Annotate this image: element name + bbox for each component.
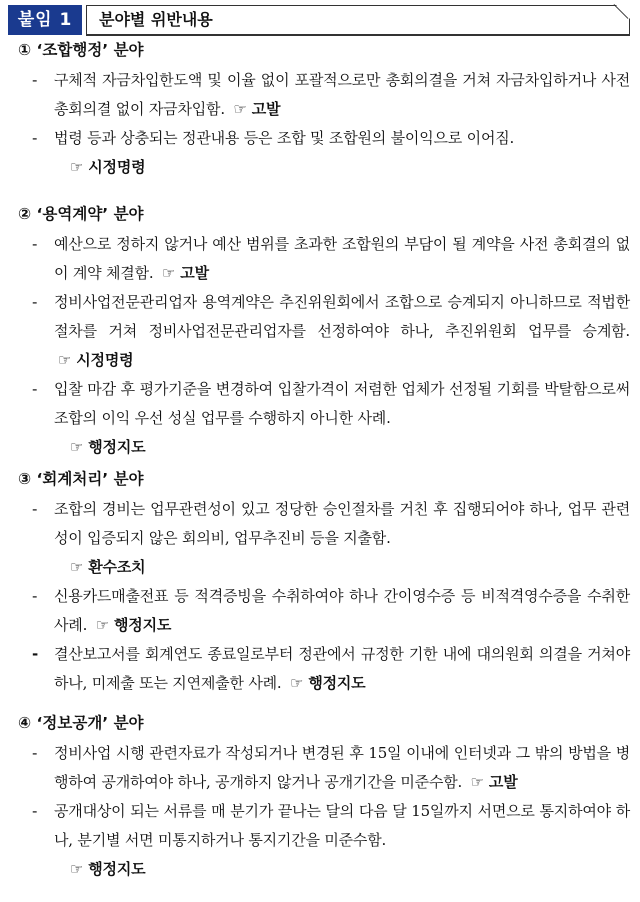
item-text: 입찰 마감 후 평가기준을 변경하여 입찰가격이 저렴한 업체가 선정될 기회를 박탈함으로써 조합의 이익 우선 성실 업무를 수행하지 아니한 사례. (54, 380, 630, 427)
list-item (18, 495, 630, 582)
item-text: 조합의 경비는 업무관련성이 있고 정당한 승인절차를 거친 후 집행되어야 하나, 업무 관련성이 입증되지 않은 회의비, 업무추진비 등을 지출함. (54, 500, 630, 547)
section-information-disclosure (18, 711, 630, 884)
action-label (54, 855, 630, 884)
action-label (54, 433, 630, 462)
action-label (92, 616, 171, 634)
action-text: 행정지도 (88, 860, 146, 878)
action-label (54, 153, 630, 182)
list-item (18, 797, 630, 884)
section-service-contract (18, 202, 630, 462)
dash-bullet: - (32, 293, 38, 311)
dash-bullet: - (32, 802, 38, 820)
pointing-hand-icon: ☞ (233, 100, 247, 118)
dash-bullet: - (32, 129, 38, 147)
action-text: 환수조치 (88, 558, 146, 576)
list-item (18, 230, 630, 288)
list-item (18, 66, 630, 124)
action-label (229, 100, 280, 118)
action-text: 고발 (251, 100, 281, 118)
attachment-tag: 붙임 1 (8, 5, 82, 35)
item-text: 법령 등과 상충되는 정관내용 등은 조합 및 조합원의 불이익으로 이어짐. (54, 129, 515, 147)
dash-bullet: - (32, 645, 39, 663)
pointing-hand-icon: ☞ (162, 264, 176, 282)
section-title: ③ ‘회계처리’ 분야 (18, 470, 144, 488)
action-text: 고발 (180, 264, 209, 282)
action-label (286, 674, 365, 692)
list-item (18, 640, 630, 698)
action-label (467, 773, 518, 791)
list-item (18, 124, 630, 182)
dash-bullet: - (32, 587, 38, 605)
list-item (18, 582, 630, 640)
dash-bullet: - (32, 235, 38, 253)
pointing-hand-icon: ☞ (58, 351, 72, 369)
dash-bullet: - (32, 71, 38, 89)
pointing-hand-icon: ☞ (470, 773, 484, 791)
section-title: ① ‘조합행정’ 분야 (18, 41, 144, 59)
dash-bullet: - (32, 744, 38, 762)
item-text: 예산으로 정하지 않거나 예산 범위를 초과한 조합원의 부담이 될 계약을 사전 총회결의 없이 계약 체결함. (54, 235, 630, 282)
action-text: 시정명령 (88, 158, 146, 176)
list-item (18, 375, 630, 462)
pointing-hand-icon: ☞ (70, 558, 84, 576)
action-text: 행정지도 (113, 616, 172, 634)
attachment-header (8, 5, 630, 35)
item-text: 공개대상이 되는 서류를 매 분기가 끝나는 달의 다음 달 15일까지 서면으로 통지하여야 하나, 분기별 서면 미통지하거나 통지기간을 미준수함. (54, 802, 630, 849)
action-text: 행정지도 (308, 674, 366, 692)
action-label (54, 553, 630, 582)
pointing-hand-icon: ☞ (70, 438, 84, 456)
dash-bullet: - (32, 500, 38, 518)
page-title: 분야별 위반내용 (99, 10, 213, 29)
item-text: 구체적 자금차입한도액 및 이율 없이 포괄적으로만 총회의결을 거쳐 자금차입하거나 사전 총회의결 없이 자금차입함. (54, 71, 630, 118)
action-text: 행정지도 (88, 438, 146, 456)
item-text: 정비사업 시행 관련자료가 작성되거나 변경된 후 15일 이내에 인터넷과 그 밖의 방법을 병행하여 공개하여야 하나, 공개하지 않거나 공개기간을 미준수함. (54, 744, 630, 791)
action-label (158, 264, 209, 282)
item-text: 결산보고서를 회계연도 종료일로부터 정관에서 규정한 기한 내에 대의원회 의결을 거쳐야 하나, 미제출 또는 지연제출한 사례. (54, 645, 630, 692)
item-text: 정비사업전문관리업자 용역계약은 추진위원회에서 조합으로 승계되지 아니하므로 적법한 절차를 거쳐 정비사업전문관리업자를 선정하여야 하나, 추진위원회 업무를 승계함. (54, 293, 630, 340)
section-administration (18, 38, 630, 182)
section-title: ④ ‘정보공개’ 분야 (18, 714, 144, 732)
section-title: ② ‘용역계약’ 분야 (18, 205, 144, 223)
pointing-hand-icon: ☞ (70, 860, 84, 878)
pointing-hand-icon: ☞ (290, 674, 304, 692)
pointing-hand-icon: ☞ (70, 158, 84, 176)
pointing-hand-icon: ☞ (95, 616, 109, 634)
action-label (54, 351, 133, 369)
section-accounting (18, 467, 630, 698)
title-box (86, 5, 630, 36)
dash-bullet: - (32, 380, 38, 398)
item-text: 신용카드매출전표 등 적격증빙을 수취하여야 하나 간이영수증 등 비적격영수증을 수취한 사례. (54, 587, 630, 634)
action-text: 시정명령 (76, 351, 134, 369)
list-item (18, 288, 630, 375)
list-item (18, 739, 630, 797)
action-text: 고발 (488, 773, 518, 791)
